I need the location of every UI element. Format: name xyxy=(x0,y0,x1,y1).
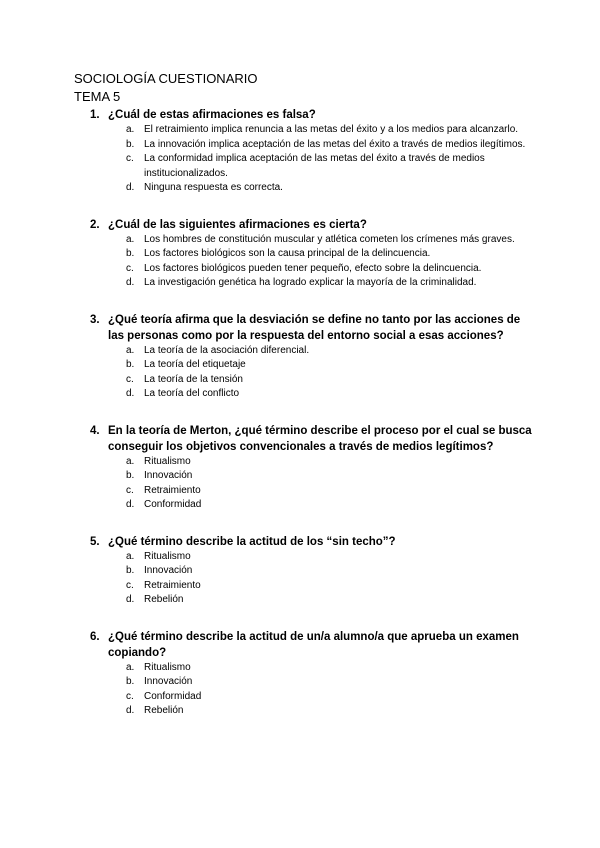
option-item xyxy=(126,550,534,565)
option-letter: d. xyxy=(126,277,135,288)
option-text: Ninguna respuesta es correcta. xyxy=(144,182,283,193)
question-text: ¿Qué teoría afirma que la desviación se define no tanto por las acciones de las personas como por la respuesta del entorno social a esas acciones? xyxy=(108,313,521,342)
option-letter: d. xyxy=(126,594,135,605)
option-list xyxy=(74,123,534,196)
option-letter: d. xyxy=(126,388,135,399)
option-letter: a. xyxy=(126,455,135,467)
option-letter: b. xyxy=(126,565,135,576)
document-title: SOCIOLOGÍA CUESTIONARIO xyxy=(74,71,258,86)
option-text: Retraimiento xyxy=(144,484,201,496)
option-letter: c. xyxy=(126,373,134,385)
option-item xyxy=(126,579,534,594)
option-item xyxy=(126,455,534,470)
option-text: La conformidad implica aceptación de las metas del éxito a través de medios institucionalizados. xyxy=(144,153,485,179)
question-6 xyxy=(74,629,534,719)
question-2 xyxy=(74,217,534,291)
option-letter: c. xyxy=(126,153,134,164)
question-number: 4. xyxy=(90,424,100,437)
question-number: 5. xyxy=(90,535,100,548)
document-header xyxy=(74,70,257,106)
option-item xyxy=(126,344,534,359)
option-text: La teoría de la tensión xyxy=(144,373,243,385)
option-item xyxy=(126,469,534,484)
option-item xyxy=(126,276,534,291)
option-item xyxy=(126,675,534,690)
option-text: Los factores biológicos pueden tener pequeño, efecto sobre la delincuencia. xyxy=(144,262,482,274)
question-number: 2. xyxy=(90,218,100,231)
question-3 xyxy=(74,312,534,402)
option-letter: d. xyxy=(126,705,135,716)
option-text: La teoría del conflicto xyxy=(144,388,240,399)
option-item xyxy=(126,181,534,196)
option-letter: b. xyxy=(126,359,135,370)
option-item xyxy=(126,358,534,373)
option-item xyxy=(126,262,534,277)
option-item xyxy=(126,690,534,705)
option-text: La teoría de la asociación diferencial. xyxy=(144,344,310,356)
question-1 xyxy=(74,107,534,196)
option-text: El retraimiento implica renuncia a las metas del éxito y a los medios para alcanzarlo. xyxy=(144,124,519,135)
option-letter: c. xyxy=(126,579,134,591)
option-item xyxy=(126,704,534,719)
option-text: Ritualismo xyxy=(144,455,191,467)
option-text: Innovación xyxy=(144,676,193,687)
option-item xyxy=(126,661,534,676)
option-letter: b. xyxy=(126,676,135,687)
option-item xyxy=(126,564,534,579)
option-item xyxy=(126,484,534,499)
option-letter: c. xyxy=(126,690,134,702)
option-text: Los hombres de constitución muscular y atlética cometen los crímenes más graves. xyxy=(144,233,515,245)
option-item xyxy=(126,247,534,262)
question-text: ¿Qué término describe la actitud de los “sin techo”? xyxy=(108,535,396,548)
option-text: Rebelión xyxy=(144,705,184,716)
question-number: 1. xyxy=(90,109,100,121)
question-number: 6. xyxy=(90,630,100,643)
option-text: Ritualismo xyxy=(144,550,191,562)
option-text: Ritualismo xyxy=(144,661,191,673)
option-item xyxy=(126,152,534,181)
option-letter: a. xyxy=(126,233,135,245)
option-list xyxy=(74,344,534,402)
option-list xyxy=(74,550,534,608)
option-text: La investigación genética ha logrado explicar la mayoría de la criminalidad. xyxy=(144,277,477,288)
option-letter: b. xyxy=(126,248,135,259)
option-item xyxy=(126,387,534,402)
option-item xyxy=(126,593,534,608)
option-letter: d. xyxy=(126,499,135,510)
option-letter: b. xyxy=(126,470,135,481)
document-subtitle: TEMA 5 xyxy=(74,89,121,104)
option-item xyxy=(126,373,534,388)
option-item xyxy=(126,233,534,248)
option-text: Rebelión xyxy=(144,594,184,605)
option-item xyxy=(126,138,534,153)
option-text: Innovación xyxy=(144,565,193,576)
option-list xyxy=(74,661,534,719)
option-text: La teoría del etiquetaje xyxy=(144,359,246,370)
option-letter: a. xyxy=(126,344,135,356)
question-text: ¿Cuál de estas afirmaciones es falsa? xyxy=(108,109,316,121)
option-letter: c. xyxy=(126,262,134,274)
question-text: En la teoría de Merton, ¿qué término describe el proceso por el cual se busca conseguir los objetivos convencionales a través de medios legítimos? xyxy=(108,424,532,453)
option-text: La innovación implica aceptación de las metas del éxito a través de medios ilegítimos. xyxy=(144,138,526,150)
question-4 xyxy=(74,423,534,513)
question-number: 3. xyxy=(90,313,100,326)
option-item xyxy=(126,123,534,138)
option-text: Retraimiento xyxy=(144,579,201,591)
option-item xyxy=(126,498,534,513)
question-list xyxy=(74,107,534,740)
option-text: Innovación xyxy=(144,470,193,481)
option-text: Los factores biológicos son la causa principal de la delincuencia. xyxy=(144,248,431,259)
question-text: ¿Qué término describe la actitud de un/a alumno/a que aprueba un examen copiando? xyxy=(108,630,519,659)
option-letter: c. xyxy=(126,484,134,496)
option-list xyxy=(74,233,534,291)
question-text: ¿Cuál de las siguientes afirmaciones es cierta? xyxy=(108,218,367,231)
option-letter: b. xyxy=(126,138,135,150)
option-letter: a. xyxy=(126,550,135,562)
option-letter: a. xyxy=(126,661,135,673)
option-text: Conformidad xyxy=(144,690,202,702)
question-5 xyxy=(74,534,534,608)
option-letter: d. xyxy=(126,182,135,193)
option-text: Conformidad xyxy=(144,499,202,510)
option-letter: a. xyxy=(126,124,135,135)
option-list xyxy=(74,455,534,513)
